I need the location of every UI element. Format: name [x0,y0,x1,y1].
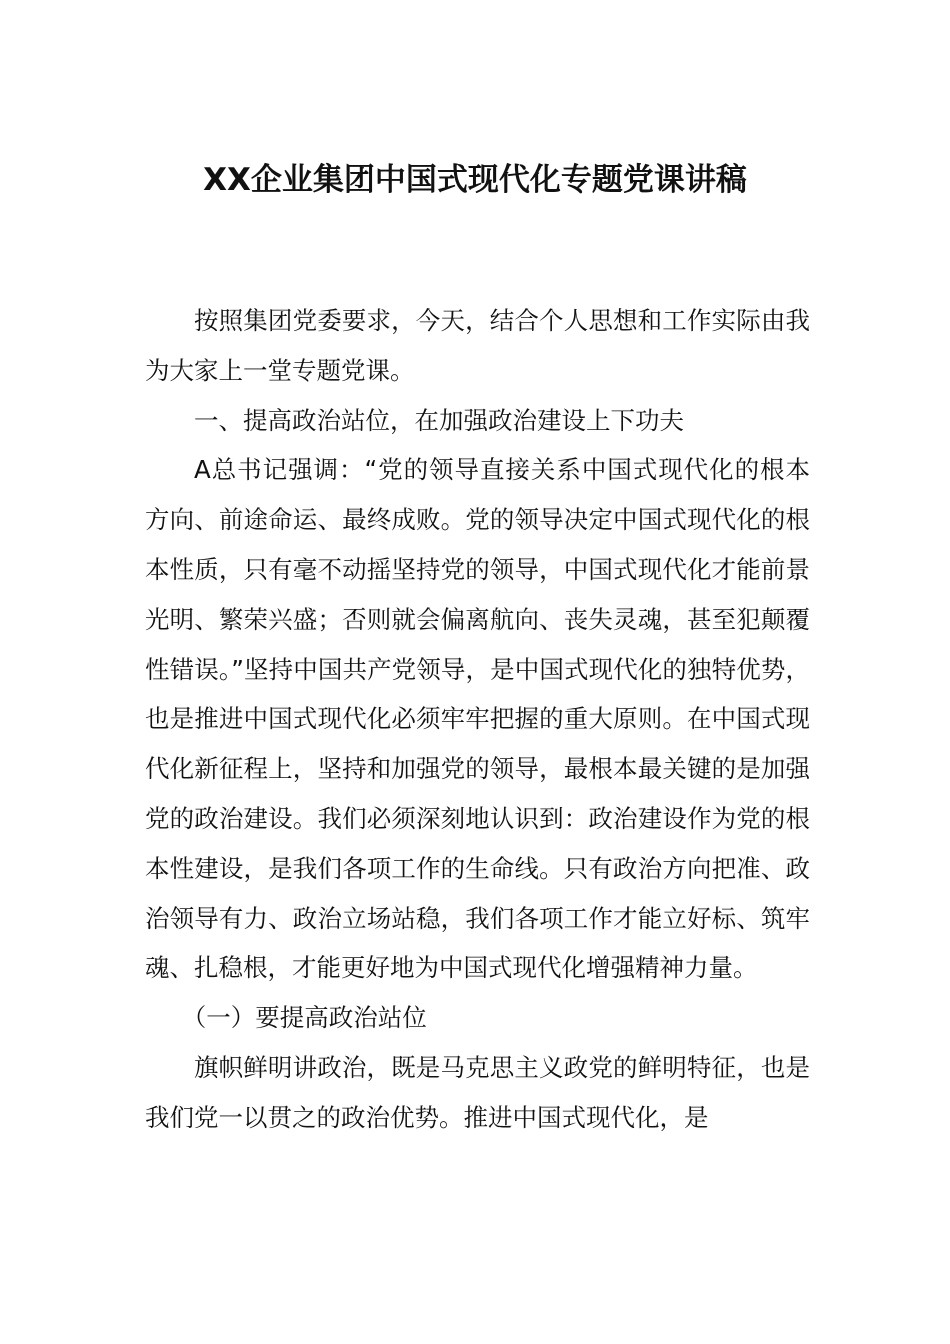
subsection-heading-1: （一）要提高政治站位 [181,1003,427,1033]
intro-paragraph: 按照集团党委要求，今天，结合个人思想和工作实际由我为大家上一堂专题党课。 [145,306,810,385]
body-paragraph: 旗帜鲜明讲政治，既是马克思主义政党的鲜明特征，也是我们党一以贯之的政治优势。推进中国式现代化，是 [145,1052,810,1132]
document-title: XX企业集团中国式现代化专题党课讲稿 [203,162,747,198]
quote-paragraph: A总书记强调：“党的领导直接关系中国式现代化的根本方向、前途命运、最终成败。党的领导决定中国式现代化的根本性质，只有毫不动摇坚持党的领导，中国式现代化才能前景光明、繁荣兴盛；否则就会偏离航向、丧失灵魂，甚至犯颠覆性错误。”坚持中国共产党领导，是中国式现代化的独特优势，也是推进中国式现代化必须牢牢把握的重大原则。在中国式现代化新征程上，坚持和加强党的领导，最根本最关键的是加强党的政治建设。我们必须深刻地认识到：政治建设作为党的根本性建设，是我们各项工作的生命线。只有政治方向把准、政治领导有力、政治立场站稳，我们各项工作才能立好标、筑牢魂、扎稳根，才能更好地为中国式现代化增强精神力量。 [145,455,810,983]
section-heading-1: 一、提高政治站位，在加强政治建设上下功夫 [194,405,684,435]
document-body [145,296,810,1143]
